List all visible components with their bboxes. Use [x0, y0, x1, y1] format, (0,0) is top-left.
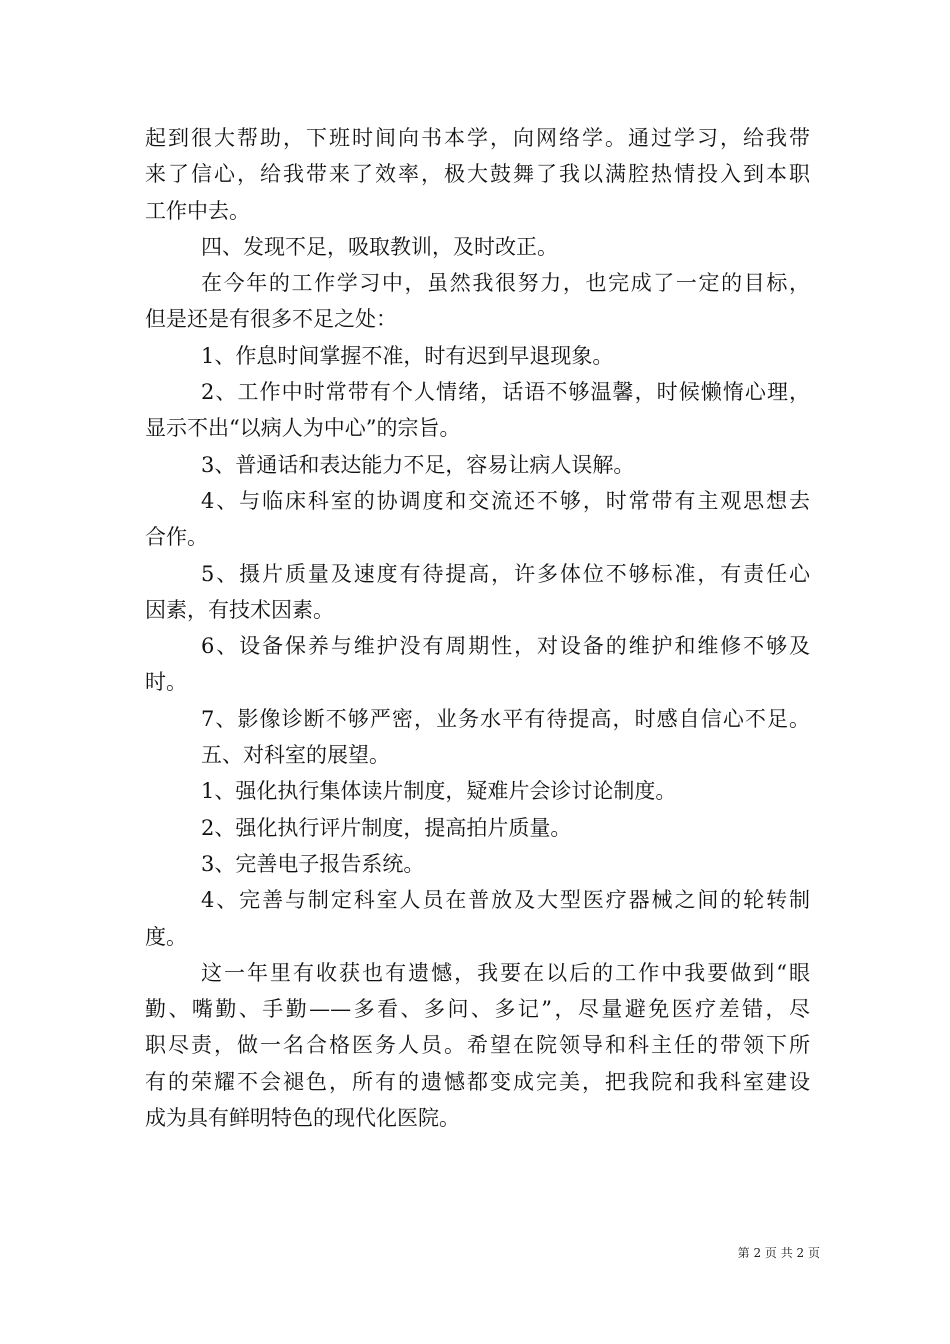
page-number: 第 2 页 共 2 页	[737, 1246, 820, 1260]
list-item: 6、设备保养与维护没有周期性，对设备的维护和维修不够及	[201, 634, 810, 659]
list-item: 5、摄片质量及速度有待提高，许多体位不够标准，有责任心	[201, 561, 810, 586]
document-body	[145, 120, 810, 1136]
text-line: 工作中去。	[145, 198, 250, 223]
text-line: 成为具有鲜明特色的现代化医院。	[145, 1106, 460, 1131]
section-heading: 四、发现不足，吸取教训，及时改正。	[201, 234, 558, 259]
list-item: 2、工作中时常带有个人情绪，话语不够温馨，时候懒惰心理，	[201, 380, 810, 405]
list-item: 3、普通话和表达能力不足，容易让病人误解。	[201, 452, 635, 477]
text-line: 合作。	[145, 525, 208, 550]
list-item: 2、强化执行评片制度，提高拍片质量。	[201, 815, 572, 840]
text-line: 来了信心，给我带来了效率，极大鼓舞了我以满腔热情投入到本职	[145, 162, 810, 187]
list-item: 1、作息时间掌握不准，时有迟到早退现象。	[201, 343, 614, 368]
text-line: 在今年的工作学习中，虽然我很努力，也完成了一定的目标，	[201, 271, 810, 296]
list-item: 7、影像诊断不够严密，业务水平有待提高，时感自信心不足。	[201, 706, 810, 731]
text-line: 起到很大帮助，下班时间向书本学，向网络学。通过学习，给我带	[145, 126, 810, 150]
text-line: 显示不出“以病人为中心”的宗旨。	[145, 416, 461, 441]
text-line: 这一年里有收获也有遗憾，我要在以后的工作中我要做到“眼	[201, 960, 810, 985]
text-line: 但是还是有很多不足之处：	[145, 307, 397, 332]
text-line: 度。	[145, 924, 187, 949]
text-line: 勤、嘴勤、手勤——多看、多问、多记”，尽量避免医疗差错，尽	[145, 997, 810, 1022]
list-item: 1、强化执行集体读片制度，疑难片会诊讨论制度。	[201, 779, 677, 804]
list-item: 3、完善电子报告系统。	[201, 851, 425, 876]
text-line: 职尽责，做一名合格医务人员。希望在院领导和科主任的带领下所	[145, 1033, 810, 1058]
list-item: 4、完善与制定科室人员在普放及大型医疗器械之间的轮转制	[201, 888, 810, 913]
text-line: 有的荣耀不会褪色，所有的遗憾都变成完美，把我院和我科室建设	[145, 1069, 810, 1094]
text-line: 因素，有技术因素。	[145, 597, 334, 622]
list-item: 4、与临床科室的协调度和交流还不够，时常带有主观思想去	[201, 488, 810, 513]
section-heading: 五、对科室的展望。	[201, 743, 390, 768]
text-line: 时。	[145, 670, 187, 695]
